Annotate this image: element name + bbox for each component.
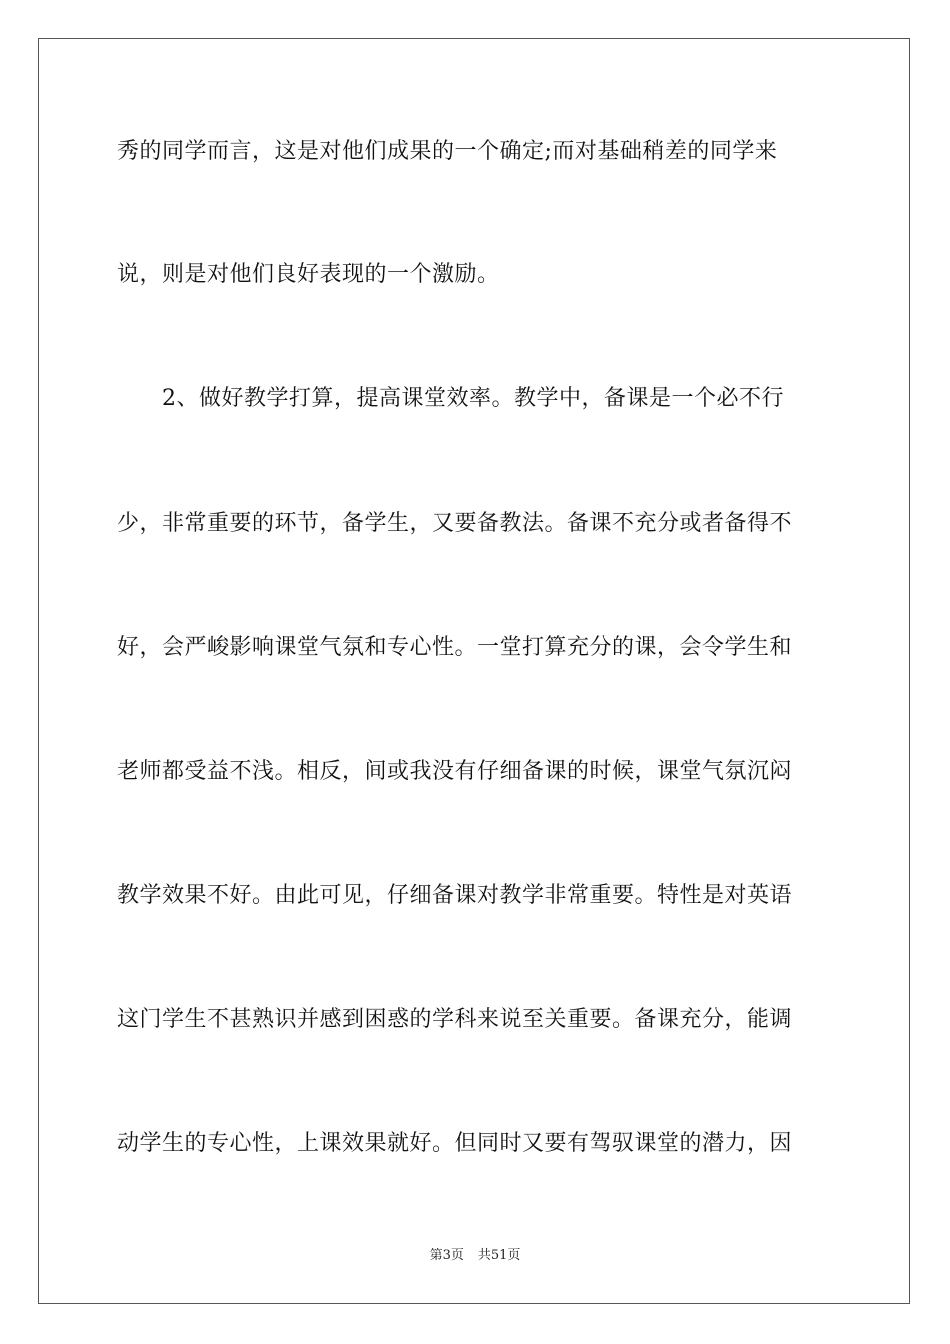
body-text-line: 动学生的专心性，上课效果就好。但同时又要有驾驭课堂的潜力，因 [117,1131,793,1156]
page-number: 第3页 [429,1248,464,1263]
page-total: 共51页 [477,1248,521,1263]
page-border [38,38,910,1304]
body-text-line: 好，会严峻影响课堂气氛和专心性。一堂打算充分的课，会令学生和 [117,635,793,660]
page-footer [0,1247,950,1265]
body-text-line: 老师都受益不浅。相反，间或我没有仔细备课的时候，课堂气氛沉闷 [117,759,793,784]
body-text-line: 教学效果不好。由此可见，仔细备课对教学非常重要。特性是对英语 [117,883,793,908]
body-text-line: 说，则是对他们良好表现的一个激励。 [117,262,500,287]
body-text-line: 秀的同学而言，这是对他们成果的一个确定;而对基础稍差的同学来 [117,139,778,164]
body-text-line: 这门学生不甚熟识并感到困惑的学科来说至关重要。备课充分，能调 [117,1007,793,1032]
body-text-line: 2、做好教学打算，提高课堂效率。教学中，备课是一个必不行 [117,386,784,411]
body-text-line: 少，非常重要的环节，备学生，又要备教法。备课不充分或者备得不 [117,511,793,536]
